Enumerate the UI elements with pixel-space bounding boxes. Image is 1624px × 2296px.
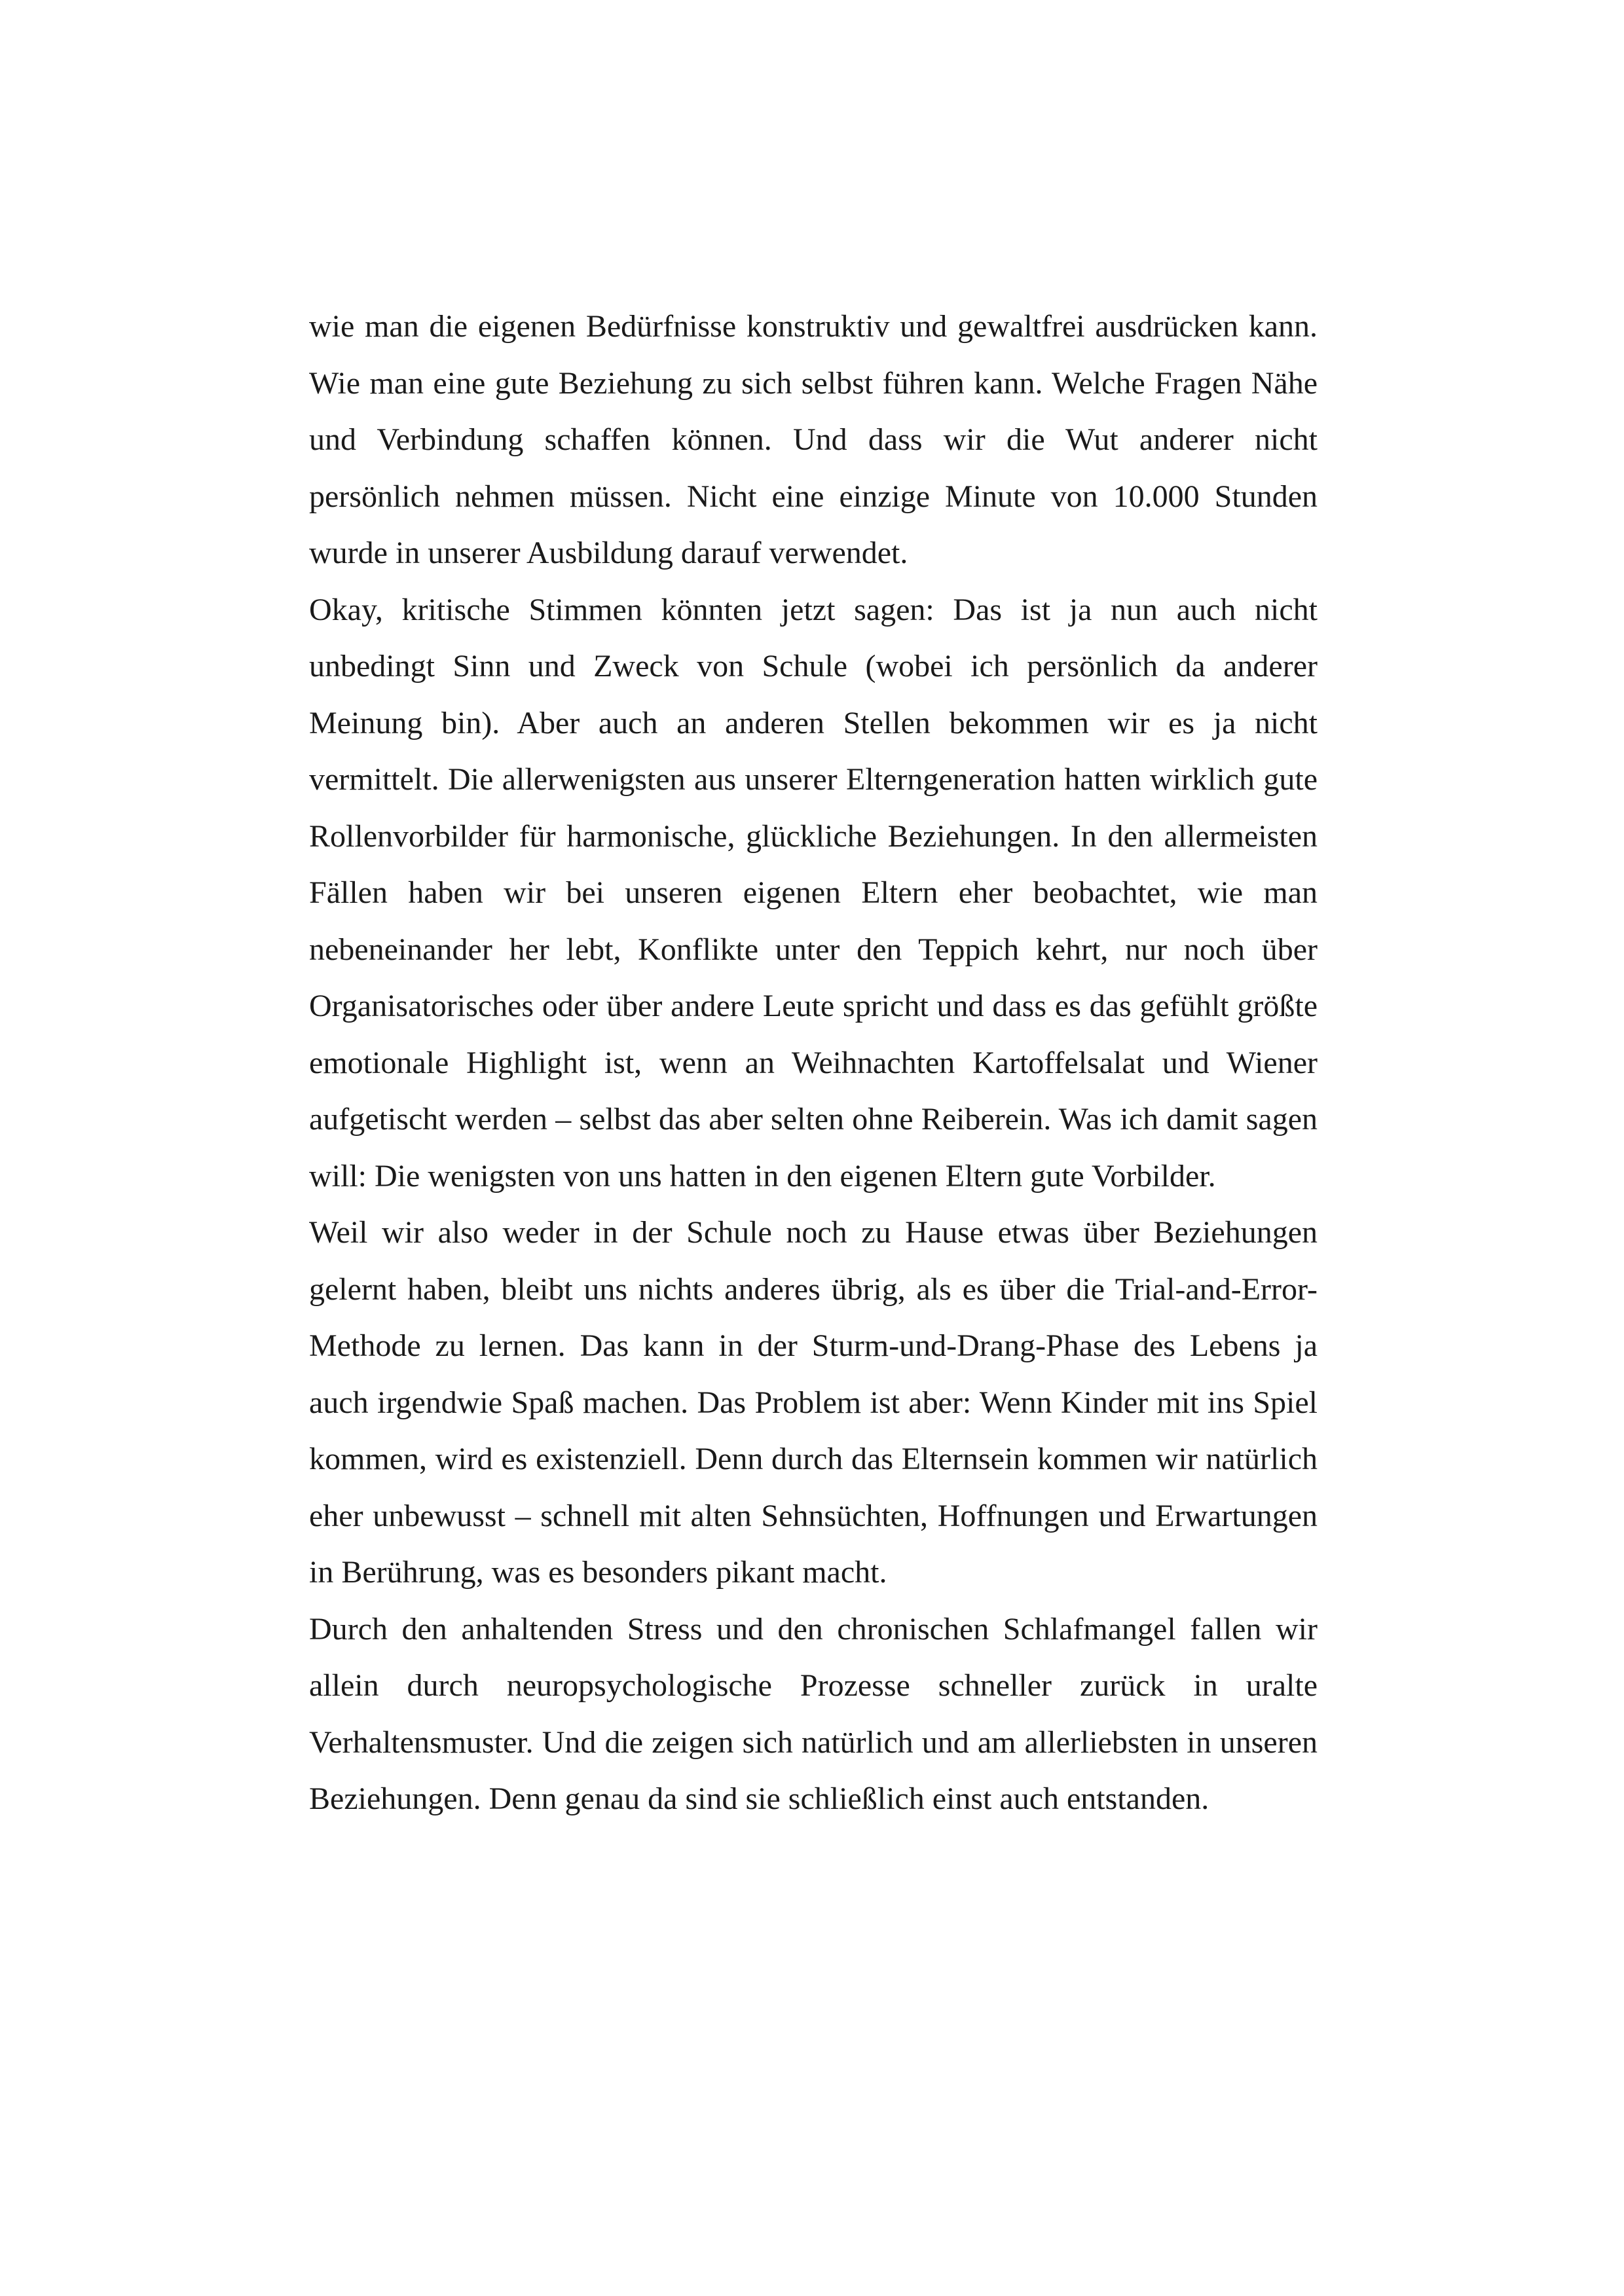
body-text [309, 299, 1318, 1828]
paragraph-2: Okay, kritische Stimmen könnten jetzt sagen: Das ist ja nun auch nicht unbedingt Sinn und Zweck von Schule (wobei ich persönlich da anderer Meinung bin). Aber auch an anderen Stellen bekommen wir es ja nicht vermittelt. Die allerwenigsten aus unserer Elterngeneration hatten wirklich gute Rollenvorbilder für harmonische, glückliche Beziehungen. In den allermeisten Fällen haben wir bei unseren eigenen Eltern eher beobachtet, wie man nebeneinander her lebt, Konflikte unter den Teppich kehrt, nur noch über Organisatorisches oder über andere Leute spricht und dass es das gefühlt größte emotionale Highlight ist, wenn an Weihnachten Kartoffelsalat und Wiener aufgetischt werden – selbst das aber selten ohne Reiberein. Was ich damit sagen will: Die wenigsten von uns hatten in den eigenen Eltern gute Vorbilder. [309, 592, 1318, 1194]
paragraph-4: Durch den anhaltenden Stress und den chronischen Schlafmangel fallen wir allein durch neuropsychologische Prozesse schneller zurück in uralte Verhaltensmuster. Und die zeigen sich natürlich und am allerliebsten in unseren Beziehungen. Denn genau da sind sie schließlich einst auch entstanden. [309, 1611, 1318, 1816]
paragraph-1: wie man die eigenen Bedürfnisse konstruktiv und gewaltfrei ausdrücken kann. Wie man eine gute Beziehung zu sich selbst führen kann. Welche Fragen Nähe und Verbindung schaffen können. Und dass wir die Wut anderer nicht persönlich nehmen müssen. Nicht eine einzige Minute von 10.000 Stunden wurde in unserer Ausbildung darauf verwendet. [309, 309, 1318, 570]
paragraph-3: Weil wir also weder in der Schule noch zu Hause etwas über Beziehungen gelernt haben, bleibt uns nichts anderes übrig, als es über die Trial-and-Error-Methode zu lernen. Das kann in der Sturm-und-Drang-Phase des Lebens ja auch irgendwie Spaß machen. Das Problem ist aber: Wenn Kinder mit ins Spiel kommen, wird es existenziell. Denn durch das Elternsein kommen wir natürlich eher unbewusst – schnell mit alten Sehnsüchten, Hoffnungen und Erwartungen in Berührung, was es besonders pikant macht. [309, 1215, 1318, 1590]
